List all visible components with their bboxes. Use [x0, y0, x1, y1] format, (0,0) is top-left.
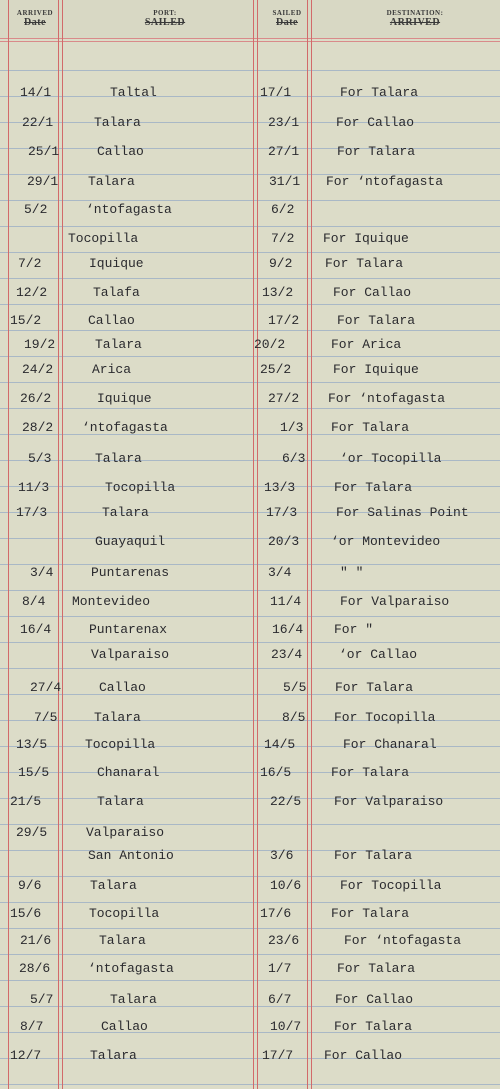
sailed-date: 31/1 [269, 174, 301, 189]
table-row [0, 1017, 500, 1037]
arrived-date: 12/2 [16, 285, 48, 300]
arrived-date: 25/1 [28, 144, 60, 159]
arrived-date: 21/6 [20, 933, 52, 948]
sailed-date: 25/2 [260, 362, 292, 377]
destination-text: For Talara [337, 961, 416, 976]
port-name: Talara [95, 451, 142, 466]
table-row [0, 792, 500, 812]
sailed-date: 22/5 [270, 794, 302, 809]
header-sailed-struck: Date [276, 17, 298, 28]
sailed-date: 1/7 [268, 961, 292, 976]
sailed-date: 13/3 [264, 480, 296, 495]
port-name: Tocopilla [89, 906, 160, 921]
arrived-date: 5/7 [30, 992, 54, 1007]
destination-text: For Callao [324, 1048, 403, 1063]
arrived-date: 14/1 [20, 85, 52, 100]
port-name: ‘ntofagasta [82, 420, 168, 435]
arrived-date: 28/6 [19, 961, 51, 976]
arrived-date: 29/1 [27, 174, 59, 189]
arrived-date: 19/2 [24, 337, 56, 352]
port-name: Montevideo [72, 594, 151, 609]
header-arrived [10, 9, 60, 27]
table-row [0, 904, 500, 924]
destination-text: For ‘ntofagasta [328, 391, 446, 406]
destination-text: For Talara [334, 848, 413, 863]
sailed-date: 3/6 [270, 848, 294, 863]
table-row [0, 418, 500, 438]
header-port-struck: SAILED [144, 17, 186, 28]
sailed-date: 7/2 [271, 231, 295, 246]
port-name: Iquique [97, 391, 152, 406]
sailed-date: 6/2 [271, 202, 295, 217]
arrived-date: 5/2 [24, 202, 48, 217]
table-row [0, 360, 500, 380]
port-name: Talara [88, 174, 135, 189]
sailed-date: 1/3 [280, 420, 304, 435]
sailed-date: 8/5 [282, 710, 306, 725]
arrived-date: 29/5 [16, 825, 48, 840]
table-row [0, 990, 500, 1010]
port-name: Arica [92, 362, 132, 377]
sailed-date: 27/2 [268, 391, 300, 406]
port-name: Valparaiso [86, 825, 165, 840]
destination-text: For Talara [334, 1019, 413, 1034]
destination-text: For Talara [325, 256, 404, 271]
destination-text: For Callao [333, 285, 412, 300]
port-name: Talara [94, 115, 141, 130]
header-port [110, 9, 220, 27]
table-row [0, 478, 500, 498]
destination-text: For Tocopilla [340, 878, 442, 893]
table-row [0, 931, 500, 951]
port-name: Guayaquil [95, 534, 166, 549]
arrived-date: 24/2 [22, 362, 54, 377]
port-name: Talara [110, 992, 157, 1007]
arrived-date: 7/2 [18, 256, 42, 271]
sailed-date: 16/4 [272, 622, 304, 637]
table-row [0, 846, 500, 866]
sailed-date: 14/5 [264, 737, 296, 752]
destination-text: For Tocopilla [334, 710, 436, 725]
table-row [0, 113, 500, 133]
table-row [0, 142, 500, 162]
table-row [0, 592, 500, 612]
table-row [0, 335, 500, 355]
arrived-date: 15/6 [10, 906, 42, 921]
header-destination-label: DESTINATION: [386, 9, 444, 17]
sailed-date: 27/1 [268, 144, 300, 159]
destination-text: For ‘ntofagasta [326, 174, 444, 189]
table-row [0, 172, 500, 192]
arrived-date: 15/2 [10, 313, 42, 328]
port-name: Callao [99, 680, 146, 695]
destination-text: For Callao [335, 992, 414, 1007]
table-row [0, 311, 500, 331]
table-row [0, 563, 500, 583]
destination-text: For Chanaral [343, 737, 437, 752]
port-name: Valparaiso [91, 647, 170, 662]
table-row [0, 389, 500, 409]
header-sailed-label: SAILED [272, 9, 302, 17]
table-row [0, 449, 500, 469]
port-name: Tocopilla [105, 480, 176, 495]
sailed-date: 17/2 [268, 313, 300, 328]
header-arrived-struck: Date [24, 17, 46, 28]
destination-text: For Talara [331, 765, 410, 780]
destination-text: For Salinas Point [336, 505, 469, 520]
destination-text: For Talara [331, 420, 410, 435]
destination-text: For Iquique [333, 362, 419, 377]
port-name: Iquique [89, 256, 144, 271]
destination-text: For Iquique [323, 231, 409, 246]
arrived-date: 21/5 [10, 794, 42, 809]
sailed-date: 10/6 [270, 878, 302, 893]
arrived-date: 26/2 [20, 391, 52, 406]
sailed-date: 23/1 [268, 115, 300, 130]
sailed-date: 20/2 [254, 337, 286, 352]
destination-text: For Valparaiso [340, 594, 450, 609]
header-port-label: PORT: [153, 9, 177, 17]
table-row [0, 735, 500, 755]
table-row [0, 763, 500, 783]
port-name: Callao [88, 313, 135, 328]
arrived-date: 8/4 [22, 594, 46, 609]
port-name: San Antonio [88, 848, 174, 863]
destination-text: For Talara [337, 313, 416, 328]
header-rule-1 [0, 38, 500, 39]
table-row [0, 254, 500, 274]
table-row [0, 620, 500, 640]
table-row [0, 708, 500, 728]
header-rule-2 [0, 41, 500, 42]
port-name: Talara [97, 794, 144, 809]
destination-text: For " [334, 622, 374, 637]
arrived-date: 8/7 [20, 1019, 44, 1034]
table-row [0, 876, 500, 896]
sailed-date: 6/3 [282, 451, 306, 466]
table-row [0, 823, 500, 843]
table-row [0, 200, 500, 220]
sailed-date: 17/6 [260, 906, 292, 921]
header-sailed [262, 9, 312, 27]
sailed-date: 6/7 [268, 992, 292, 1007]
destination-text: For Talara [340, 85, 419, 100]
table-row [0, 678, 500, 698]
sailed-date: 20/3 [268, 534, 300, 549]
destination-text: ‘or Tocopilla [340, 451, 442, 466]
sailed-date: 3/4 [268, 565, 292, 580]
arrived-date: 28/2 [22, 420, 54, 435]
arrived-date: 27/4 [30, 680, 62, 695]
sailed-date: 16/5 [260, 765, 292, 780]
table-row [0, 1046, 500, 1066]
table-row [0, 645, 500, 665]
table-row [0, 959, 500, 979]
table-row [0, 532, 500, 552]
destination-text: For Talara [337, 144, 416, 159]
port-name: Talara [102, 505, 149, 520]
port-name: Talara [95, 337, 142, 352]
sailed-date: 5/5 [283, 680, 307, 695]
header-destination-struck: ARRIVED [389, 17, 441, 28]
port-name: Chanaral [97, 765, 160, 780]
sailed-date: 10/7 [270, 1019, 302, 1034]
port-name: Callao [101, 1019, 148, 1034]
sailed-date: 23/6 [268, 933, 300, 948]
sailed-date: 17/7 [262, 1048, 294, 1063]
sailed-date: 11/4 [270, 594, 302, 609]
destination-text: For Talara [335, 680, 414, 695]
port-name: Callao [97, 144, 144, 159]
destination-text: ‘or Callao [339, 647, 418, 662]
table-row [0, 283, 500, 303]
port-name: Talara [90, 1048, 137, 1063]
destination-text: For Callao [336, 115, 415, 130]
arrived-date: 11/3 [18, 480, 50, 495]
destination-text: For Talara [331, 906, 410, 921]
header-destination [360, 9, 470, 27]
arrived-date: 16/4 [20, 622, 52, 637]
arrived-date: 12/7 [10, 1048, 42, 1063]
table-row [0, 503, 500, 523]
port-name: Tocopilla [85, 737, 156, 752]
destination-text: For ‘ntofagasta [344, 933, 462, 948]
arrived-date: 17/3 [16, 505, 48, 520]
port-name: ‘ntofagasta [88, 961, 174, 976]
destination-text: For Arica [331, 337, 402, 352]
port-name: Talara [99, 933, 146, 948]
port-name: ‘ntofagasta [86, 202, 172, 217]
arrived-date: 22/1 [22, 115, 54, 130]
table-row [0, 229, 500, 249]
port-name: Talafa [93, 285, 140, 300]
port-name: Puntarenas [91, 565, 170, 580]
sailed-date: 17/1 [260, 85, 292, 100]
arrived-date: 9/6 [18, 878, 42, 893]
destination-text: For Talara [334, 480, 413, 495]
sailed-date: 9/2 [269, 256, 293, 271]
arrived-date: 3/4 [30, 565, 54, 580]
destination-text: ‘or Montevideo [331, 534, 441, 549]
port-name: Talara [90, 878, 137, 893]
sailed-date: 13/2 [262, 285, 294, 300]
table-row [0, 83, 500, 103]
port-name: Tocopilla [68, 231, 139, 246]
port-name: Taltal [110, 85, 157, 100]
sailed-date: 17/3 [266, 505, 298, 520]
header-arrived-label: ARRIVED [16, 9, 54, 17]
port-name: Talara [94, 710, 141, 725]
sailed-date: 23/4 [271, 647, 303, 662]
arrived-date: 13/5 [16, 737, 48, 752]
destination-text: " " [340, 565, 364, 580]
port-name: Puntarenax [89, 622, 168, 637]
arrived-date: 15/5 [18, 765, 50, 780]
arrived-date: 7/5 [34, 710, 58, 725]
arrived-date: 5/3 [28, 451, 52, 466]
destination-text: For Valparaiso [334, 794, 444, 809]
